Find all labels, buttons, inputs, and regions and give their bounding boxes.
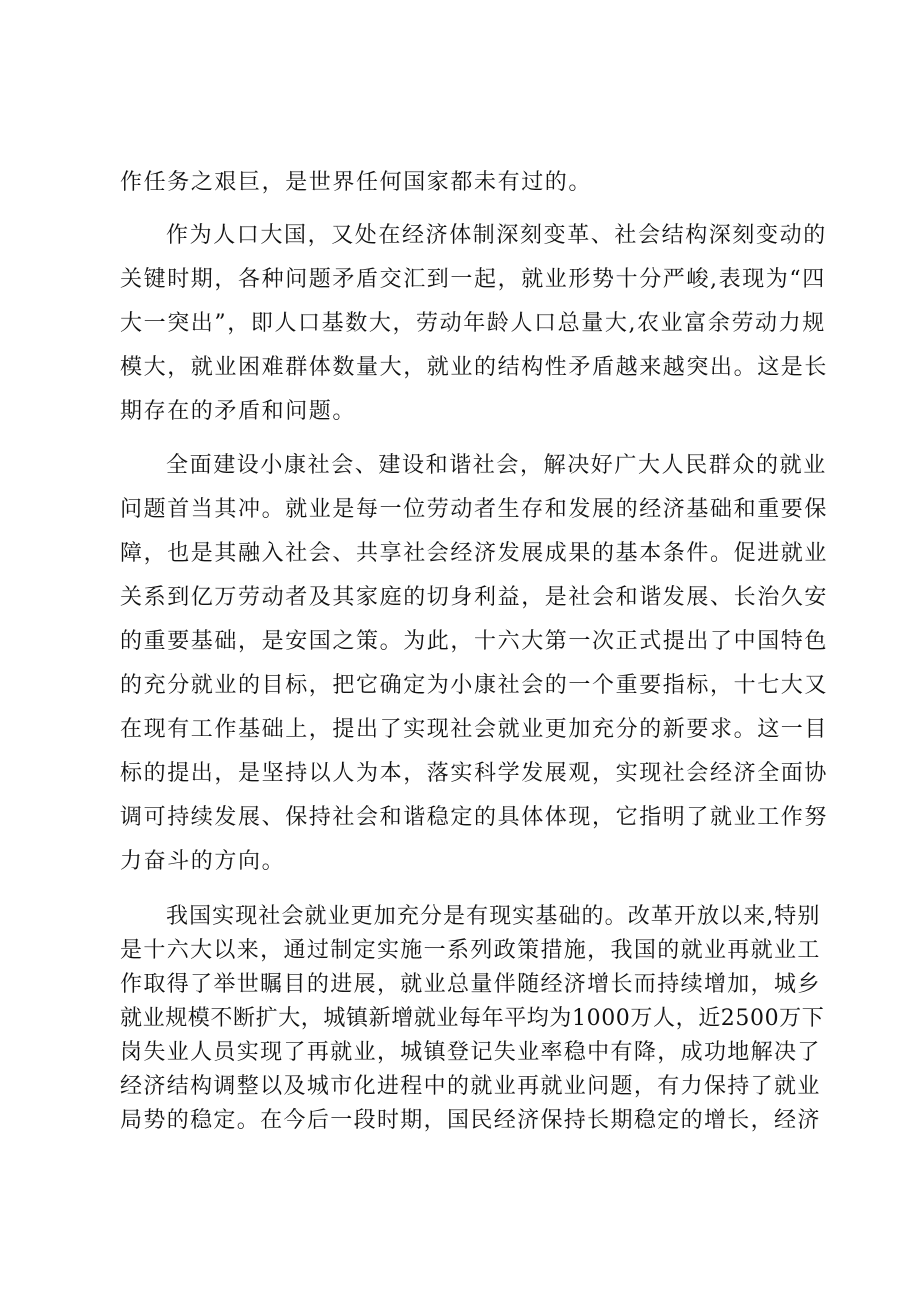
text-line: 期存在的矛盾和问题。 — [120, 399, 357, 424]
text-line: 障，也是其融入社会、共享社会经济发展成果的基本条件。促进就业 — [120, 541, 829, 566]
text-line: 的充分就业的目标，把它确定为小康社会的一个重要指标，十七大又 — [120, 673, 829, 698]
text-line: 作为人口大国，又处在经济体制深刻变革、社会结构深刻变动的 — [166, 223, 827, 248]
text-line: 关键时期，各种问题矛盾交汇到一起，就业形势十分严峻,表现为“四 — [120, 267, 826, 292]
text-line: 就业规模不断扩大，城镇新增就业每年平均为1000万人，近2500万下 — [120, 1006, 825, 1031]
text-line: 局势的稳定。在今后一段时期，国民经济保持长期稳定的增长，经济 — [120, 1108, 820, 1133]
text-line: 问题首当其冲。就业是每一位劳动者生存和发展的经济基础和重要保 — [120, 497, 829, 522]
text-line: 岗失业人员实现了再就业，城镇登记失业率稳中有降，成功地解决了 — [120, 1040, 820, 1065]
text-line: 在现有工作基础上，提出了实现社会就业更加充分的新要求。这一目 — [120, 717, 829, 742]
text-line: 全面建设小康社会、建设和谐社会，解决好广大人民群众的就业 — [166, 453, 827, 478]
text-line: 作任务之艰巨，是世界任何国家都未有过的。 — [120, 170, 593, 195]
text-line: 的重要基础，是安国之策。为此，十六大第一次正式提出了中国特色 — [120, 629, 829, 654]
text-line: 调可持续发展、保持社会和谐稳定的具体体现，它指明了就业工作努 — [120, 805, 829, 830]
text-line: 关系到亿万劳动者及其家庭的切身利益，是社会和谐发展、长治久安 — [120, 585, 829, 610]
text-line: 经济结构调整以及城市化进程中的就业再就业问题，有力保持了就业 — [120, 1074, 820, 1099]
text-line: 模大，就业困难群体数量大，就业的结构性矛盾越来越突出。这是长 — [120, 355, 829, 380]
text-line: 是十六大以来，通过制定实施一系列政策措施，我国的就业再就业工 — [120, 938, 820, 963]
text-line: 标的提出，是坚持以人为本，落实科学发展观，实现社会经济全面协 — [120, 761, 829, 786]
text-line: 力奋斗的方向。 — [120, 849, 286, 874]
text-line: 大一突出”，即人口基数大，劳动年龄人口总量大,农业富余劳动力规 — [120, 311, 826, 336]
text-line: 我国实现社会就业更加充分是有现实基础的。改革开放以来,特别 — [166, 904, 820, 929]
text-line: 作取得了举世瞩目的进展，就业总量伴随经济增长而持续增加，城乡 — [120, 972, 820, 997]
